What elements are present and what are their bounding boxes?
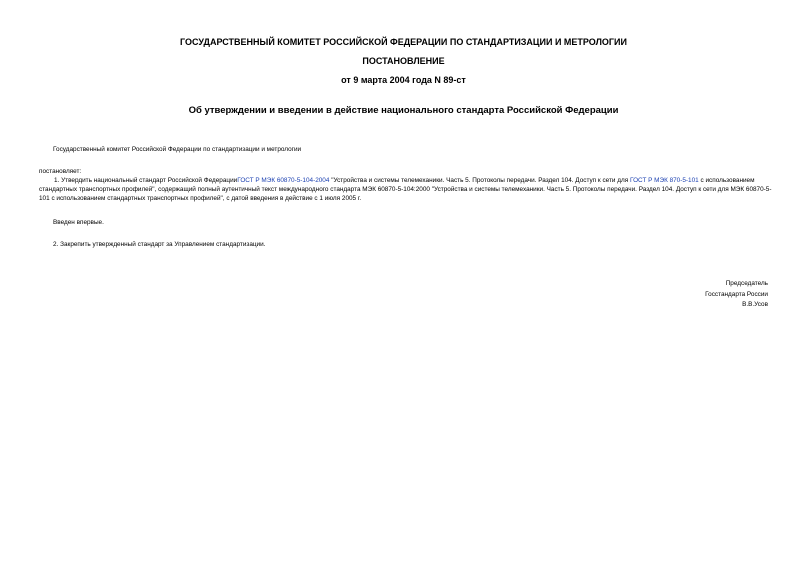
item-2-paragraph: 2. Закрепить утвержденный стандарт за Управлением стандартизации. — [53, 241, 266, 248]
signature-organization: Госстандарта России — [705, 291, 768, 298]
intro-paragraph: Государственный комитет Российской Федерации по стандартизации и метрологии — [53, 146, 302, 153]
item-1-paragraph — [39, 176, 774, 203]
gost-870-5-101-link[interactable]: ГОСТ Р МЭК 870-5-101 — [629, 177, 699, 184]
committee-title: ГОСУДАРСТВЕННЫЙ КОМИТЕТ РОССИЙСКОЙ ФЕДЕРАЦИИ ПО СТАНДАРТИЗАЦИИ И МЕТРОЛОГИИ — [180, 37, 627, 47]
item-1-prefix: 1. Утвердить национальный стандарт Российской Федерации — [54, 177, 238, 184]
item-1-suffix: с использованием стандартных транспортных профилей", содержащий полный аутентичный текст международного стандарта МЭК 60870-5-104:2000 "Устройства и системы телемеханики. Часть 5. Протоколы передачи. Раздел 104. Доступ к сети для МЭК 60870-5-101 с использованием стандартных транспортных профилей", с датой введения в действие с 1 июля 2005 г. — [39, 177, 772, 202]
gost-60870-5-104-link[interactable]: ГОСТ Р МЭК 60870-5-104-2004 — [237, 177, 330, 184]
signature-position: Председатель — [725, 280, 768, 287]
decree-paragraph: постановляет: — [39, 168, 82, 175]
item-1-middle: "Устройства и системы телемеханики. Часть 5. Протоколы передачи. Раздел 104. Доступ к сети для — [329, 177, 630, 184]
introduced-first-paragraph: Введен впервые. — [53, 219, 104, 226]
signature-name: В.В.Усов — [742, 301, 768, 308]
document-subject: Об утверждении и введении в действие национального стандарта Российской Федерации — [188, 105, 619, 116]
document-type: ПОСТАНОВЛЕНИЕ — [362, 56, 445, 66]
document-date: от 9 марта 2004 года N 89-ст — [341, 75, 466, 85]
